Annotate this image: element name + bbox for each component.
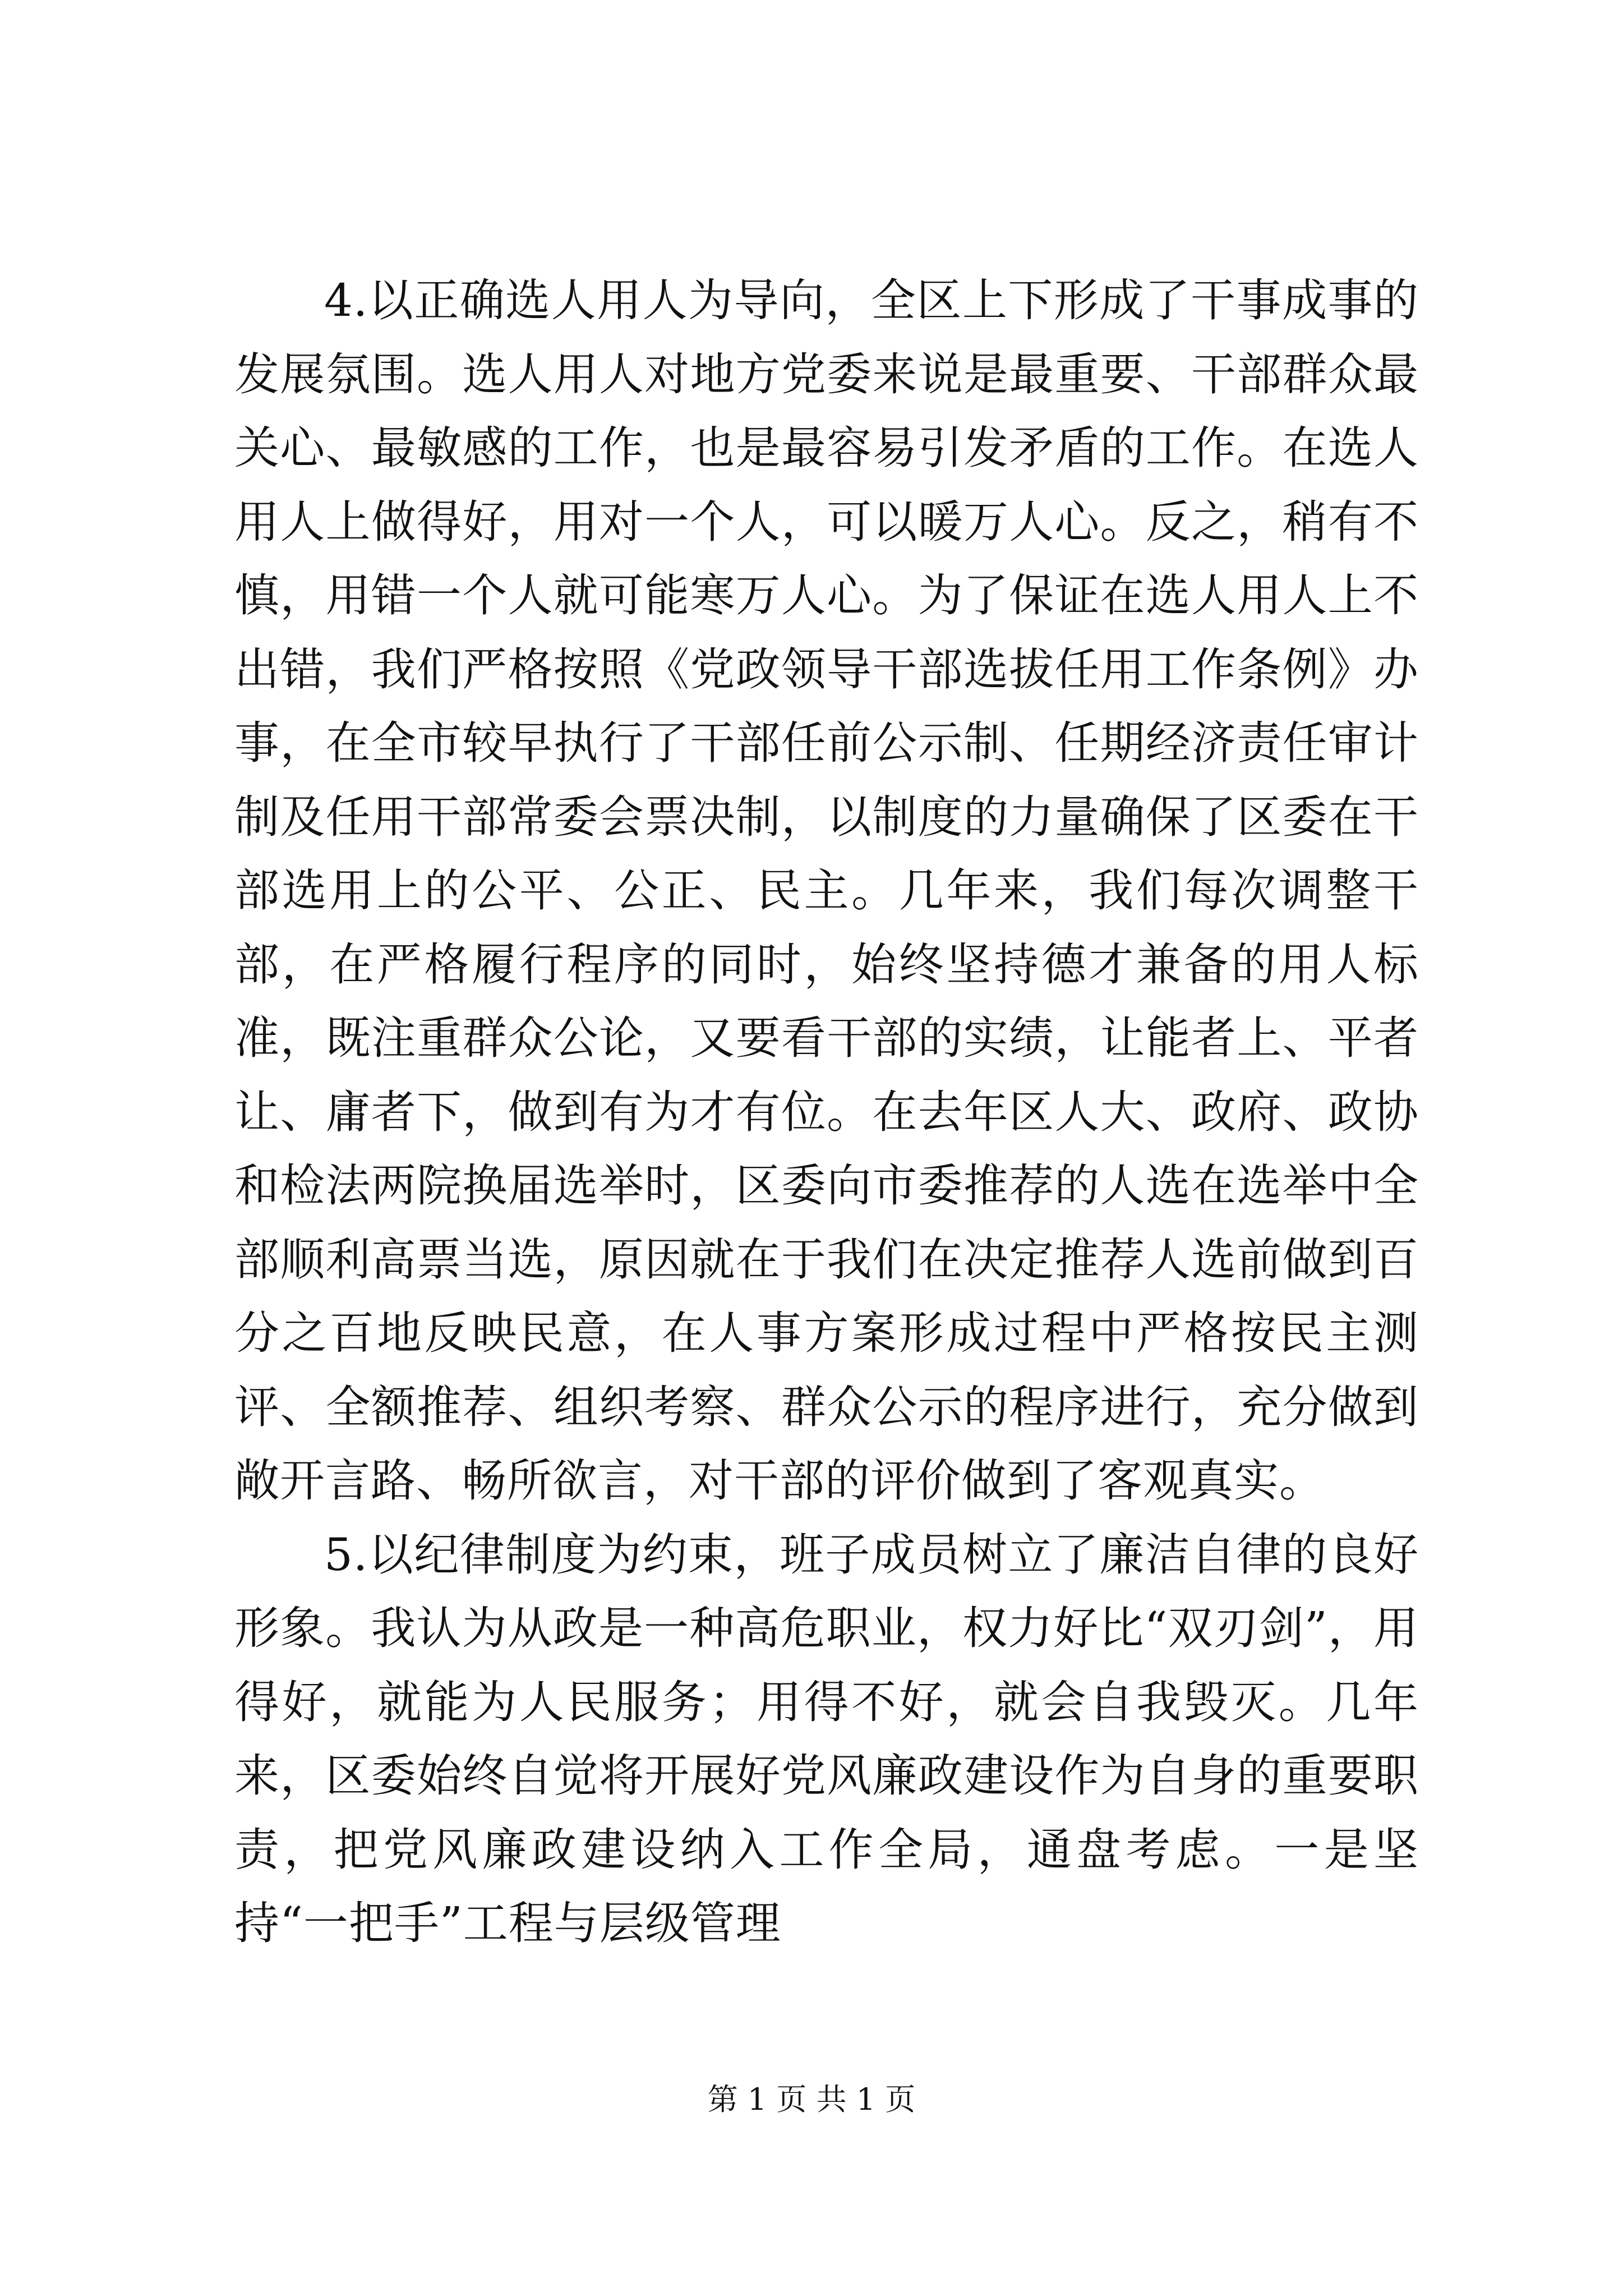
paragraph-5-discipline: 5.以纪律制度为约束，班子成员树立了廉洁自律的良好形象。我认为从政是一种高危职业，权力好比“双刃剑”，用得好，就能为人民服务；用得不好，就会自我毁灭。几年来，区委始终自觉将开展好党风廉政建设作为自身的重要职责，把党风廉政建设纳入工作全局，通盘考虑。一是坚持“一把手”工程与层级管理 (234, 1528, 1419, 1949)
paragraph-4-cadre-selection: 4.以正确选人用人为导向，全区上下形成了干事成事的发展氛围。选人用人对地方党委来说是最重要、干部群众最关心、最敏感的工作，也是最容易引发矛盾的工作。在选人用人上做得好，用对一个人，可以暖万人心。反之，稍有不慎，用错一个人就可能寒万人心。为了保证在选人用人上不出错，我们严格按照《党政领导干部选拔任用工作条例》办事，在全市较早执行了干部任前公示制、任期经济责任审计制及任用干部常委会票决制，以制度的力量确保了区委在干部选用上的公平、公正、民主。几年来，我们每次调整干部，在严格履行程序的同时，始终坚持德才兼备的用人标准，既注重群众公论，又要看干部的实绩，让能者上、平者让、庸者下，做到有为才有位。在去年区人大、政府、政协和检法两院换届选举时，区委向市委推荐的人选在选举中全部顺利高票当选，原因就在于我们在决定推荐人选前做到百分之百地反映民意，在人事方案形成过程中严格按民主测评、全额推荐、组织考察、群众公示的程序进行，充分做到敞开言路、畅所欲言，对干部的评价做到了客观真实。 (234, 274, 1419, 1507)
page-footer: 第 1 页 共 1 页 (707, 2082, 916, 2117)
document-body (234, 264, 1419, 1961)
